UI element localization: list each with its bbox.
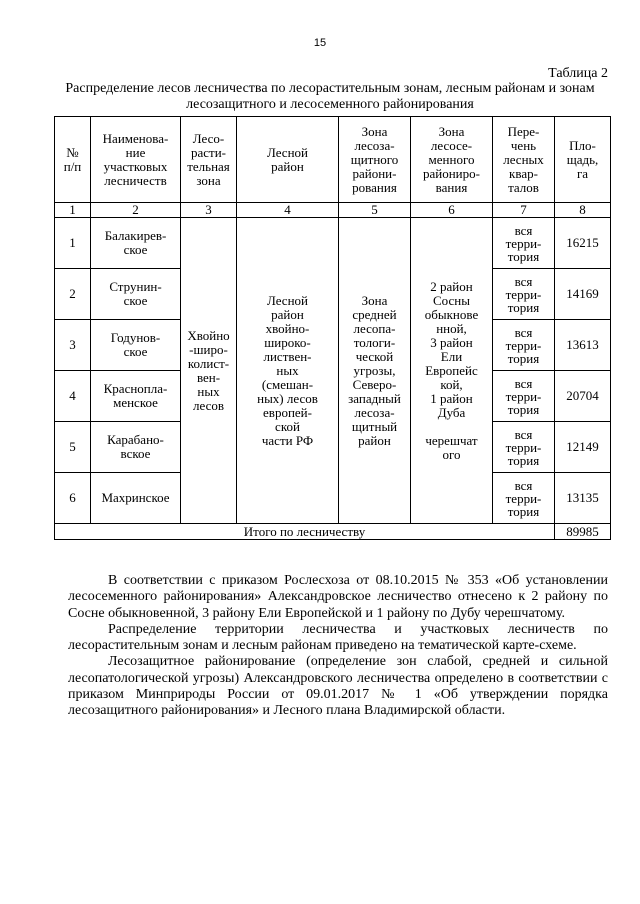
quarters-cell: вся терри- тория [493, 269, 555, 320]
column-number-row [55, 203, 611, 218]
vegetation-zone-cell: Хвойно -широ- колист- вен- ных лесов [181, 218, 237, 524]
total-label: Итого по лесничеству [55, 524, 555, 540]
quarters-cell: вся терри- тория [493, 218, 555, 269]
column-number: 6 [411, 203, 493, 218]
row-number: 2 [55, 269, 91, 320]
forest-zones-table [54, 116, 611, 540]
quarters-cell: вся терри- тория [493, 422, 555, 473]
column-number: 5 [339, 203, 411, 218]
quarters-cell: вся терри- тория [493, 371, 555, 422]
header-number: № п/п [55, 117, 91, 203]
protection-zone-cell: Зона средней лесопа- тологи- ческой угрозы, Северо- западный лесоза- щитный район [339, 218, 411, 524]
table-caption: Распределение лесов лесничества по лесорастительным зонам, лесным районам и зонам лесозащитного и лесосеменного районирования [65, 81, 595, 112]
body-text [68, 573, 608, 720]
forest-district-cell: Лесной район хвойно- ширoко- листвен- ных (смешан- ных) лесов европей- ской части РФ [237, 218, 339, 524]
page-number: 15 [313, 37, 327, 49]
area-cell: 13613 [555, 320, 611, 371]
forestry-name: Махринское [91, 473, 181, 524]
row-number: 4 [55, 371, 91, 422]
column-number: 3 [181, 203, 237, 218]
forestry-name: Балакирев- ское [91, 218, 181, 269]
area-cell: 20704 [555, 371, 611, 422]
row-number: 3 [55, 320, 91, 371]
column-number: 2 [91, 203, 181, 218]
forestry-name: Краснопла- менское [91, 371, 181, 422]
header-quarters: Пере- чень лесных квар- талов [493, 117, 555, 203]
forestry-name: Годунов- ское [91, 320, 181, 371]
header-vegetation-zone: Лесо- расти- тельная зона [181, 117, 237, 203]
paragraph: Распределение территории лесничества и участковых лесничеств по лесорастительным зонам и лесным районам приведено на тематической карте-схеме. [68, 621, 608, 654]
forestry-name: Струнин- ское [91, 269, 181, 320]
header-forest-district: Лесной район [237, 117, 339, 203]
column-number: 1 [55, 203, 91, 218]
seed-zone-cell: 2 район Сосны обыкнове нной, 3 район Ели Европейс кой, 1 район Дуба черешчат ого [411, 218, 493, 524]
header-seed-zone: Зона лесосе- менного райониро- вания [411, 117, 493, 203]
row-number: 6 [55, 473, 91, 524]
header-protection-zone: Зона лесоза- щитного райони- рования [339, 117, 411, 203]
column-number: 7 [493, 203, 555, 218]
area-cell: 12149 [555, 422, 611, 473]
area-cell: 14169 [555, 269, 611, 320]
total-value: 89985 [555, 524, 611, 540]
header-area: Пло- щадь, га [555, 117, 611, 203]
row-number: 5 [55, 422, 91, 473]
total-row [55, 524, 611, 540]
area-cell: 13135 [555, 473, 611, 524]
quarters-cell: вся терри- тория [493, 320, 555, 371]
area-cell: 16215 [555, 218, 611, 269]
column-number: 4 [237, 203, 339, 218]
table-label: Таблица 2 [548, 66, 608, 81]
forestry-name: Карабано- вское [91, 422, 181, 473]
row-number: 1 [55, 218, 91, 269]
paragraph: В соответствии с приказом Рослесхоза от 08.10.2015 № 353 «Об установлении лесосеменного районирования» Александровское лесничество отнесено к 2 району по Сосне обыкновенной, 3 району Ели Европейской и 1 району по Дубу черешчатому. [68, 573, 608, 621]
table-row [55, 218, 611, 269]
column-number: 8 [555, 203, 611, 218]
header-row [55, 117, 611, 203]
paragraph: Лесозащитное районирование (определение зон слабой, средней и сильной лесопатологической угрозы) Александровского лесничества определено в соответствии с приказом Минприроды России от 09.01.2017 № 1 «Об утверждении порядка лесозащитного районирования» и Лесного плана Владимирской области. [68, 654, 608, 719]
quarters-cell: вся терри- тория [493, 473, 555, 524]
header-name: Наименова- ние участковых лесничеств [91, 117, 181, 203]
